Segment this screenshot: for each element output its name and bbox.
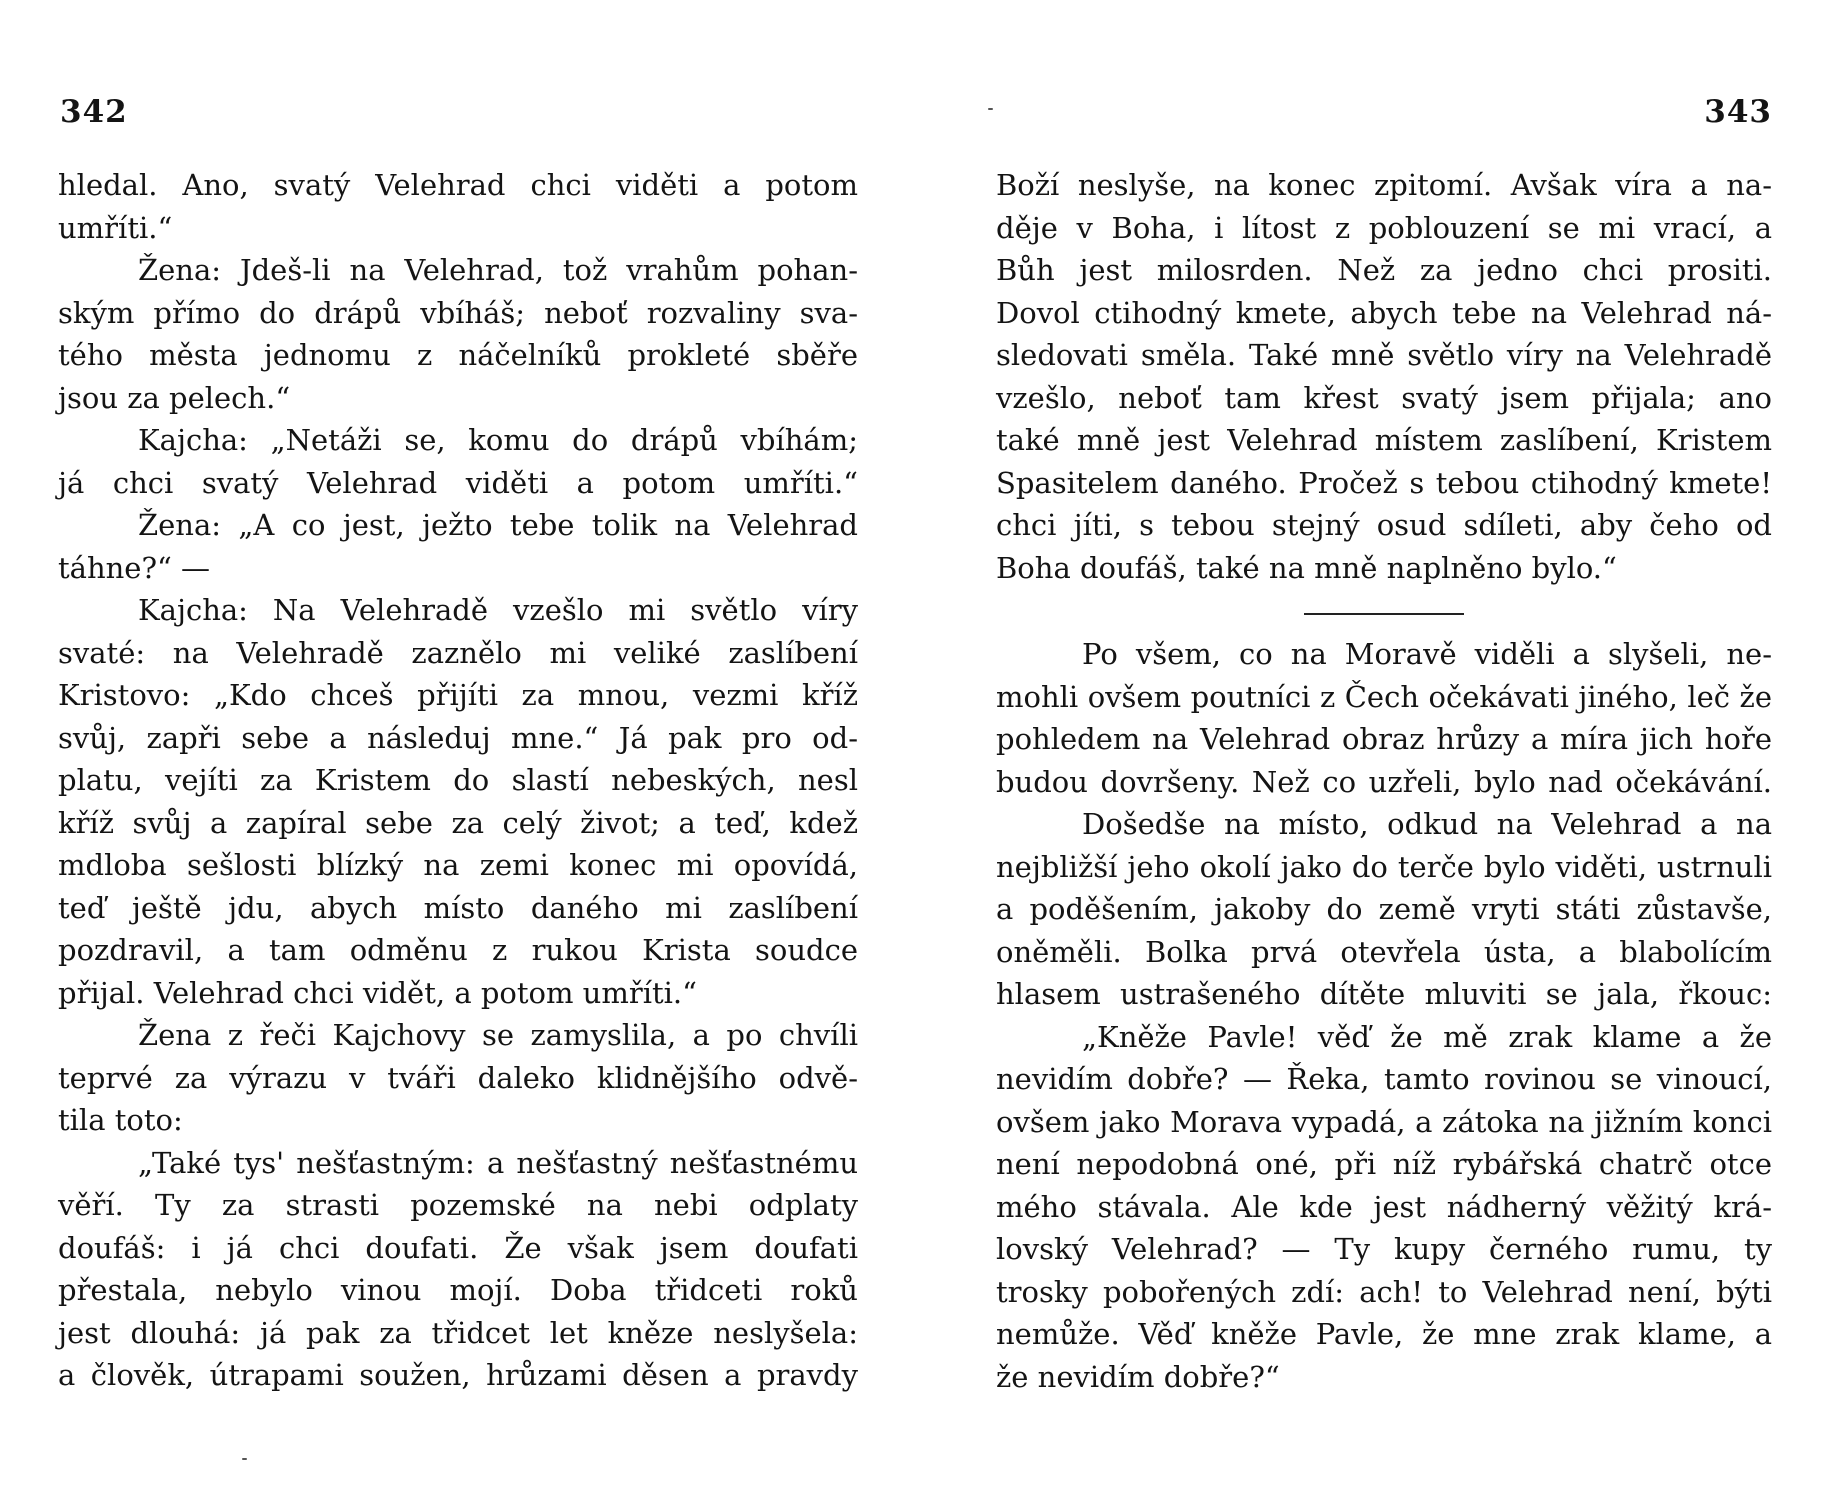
text-line: Boží neslyše, na konec zpitomí. Avšak víra a na- [996, 168, 1772, 202]
text-line: teď ještě jdu, abych místo daného mi zaslíbení [58, 890, 858, 925]
text-line: Došedše na místo, odkud na Velehrad a na [1082, 807, 1772, 841]
text-line: Dovol ctihodný kmete, abych tebe na Velehrad ná- [996, 295, 1772, 330]
right-page-text [996, 164, 1772, 1398]
text-line: Kajcha: Na Velehradě vzešlo mi světlo víry [138, 593, 858, 627]
left-page-text [58, 164, 858, 1397]
text-line: chci jíti, s tebou stejný osud sdíleti, aby čeho od [996, 508, 1772, 542]
text-line: Kajcha: „Netáži se, komu do drápů vbíhám; [138, 423, 858, 457]
text-line: trosky pobořených zdí: ach! to Velehrad není, býti [996, 1274, 1772, 1309]
text-line: tého města jednomu z náčelníků prokleté sběře [58, 338, 858, 372]
text-line: Žena z řeči Kajchovy se zamyslila, a po chvíli [138, 1018, 858, 1052]
text-line: pohledem na Velehrad obraz hrůzy a míra jich hoře [996, 722, 1772, 756]
text-line: svaté: na Velehradě zaznělo mi veliké zaslíbení [58, 635, 858, 670]
text-line: hledal. Ano, svatý Velehrad chci viděti a potom [58, 168, 858, 202]
text-line: věří. Ty za strasti pozemské na nebi odplaty [58, 1188, 858, 1222]
text-line: táhne?“ — [58, 550, 211, 585]
text-line: není nepodobná oné, při níž rybářská chatrč otce [996, 1147, 1772, 1181]
print-speck [988, 108, 993, 110]
text-line: kříž svůj a zapíral sebe za celý život; a teď, kdež [58, 805, 858, 840]
text-line: já chci svatý Velehrad viděti a potom umříti.“ [58, 465, 858, 500]
text-line: že nevidím dobře?“ [996, 1359, 1280, 1394]
text-line: nemůže. Věď kněže Pavle, že mne zrak klame, a [996, 1317, 1772, 1351]
text-line: a člověk, útrapami soužen, hrůzami děsen a pravdy [58, 1358, 858, 1392]
text-line: jsou za pelech.“ [58, 380, 291, 415]
text-line: děje v Boha, i lítost z poblouzení se mi vrací, a [996, 210, 1772, 245]
text-line: doufáš: i já chci doufati. Že však jsem doufati [58, 1230, 858, 1265]
text-line: „Kněže Pavle! věď že mě zrak klame a že [1082, 1019, 1772, 1054]
text-line: mdloba sešlosti blízký na zemi konec mi opovídá, [58, 848, 858, 882]
right-page-number: 343 [1704, 94, 1772, 130]
text-line: sledovati směla. Také mně světlo víry na Velehradě [996, 338, 1772, 372]
text-line: Bůh jest milosrden. Než za jedno chci prositi. [996, 253, 1772, 287]
text-line: oněměli. Bolka prvá otevřela ústa, a blabolícím [996, 934, 1772, 969]
text-line: mého stávala. Ale kde jest nádherný věžitý krá- [996, 1189, 1772, 1224]
text-line: přijal. Velehrad chci vidět, a potom umříti.“ [58, 975, 697, 1010]
text-line: lovský Velehrad? — Ty kupy černého rumu, ty [996, 1232, 1772, 1266]
left-page [58, 0, 858, 1500]
text-line: pozdravil, a tam odměnu z rukou Krista soudce [58, 933, 858, 967]
text-line: teprvé za výrazu v tváři daleko klidnějšího odvě- [58, 1060, 858, 1095]
text-line: budou dovršeny. Než co uzřeli, bylo nad očekávání. [996, 764, 1772, 799]
text-line: nejbližší jeho okolí jako do terče bylo viděti, ustrnuli [996, 849, 1772, 884]
text-line: Boha doufáš, také na mně naplněno bylo.“ [996, 550, 1617, 585]
text-line: svůj, zapři sebe a následuj mne.“ Já pak pro od- [58, 720, 858, 755]
text-line: Žena: Jdeš-li na Velehrad, tož vrahům pohan- [138, 253, 858, 287]
section-divider [1304, 613, 1464, 615]
text-line: hlasem ustrašeného dítěte mluviti se jala, řkouc: [996, 977, 1772, 1011]
text-line: umříti.“ [58, 210, 173, 245]
text-line: platu, vejíti za Kristem do slastí nebeských, nesl [58, 763, 858, 797]
text-line: Kristovo: „Kdo chceš přijíti za mnou, vezmi kříž [58, 678, 858, 712]
text-line: také mně jest Velehrad místem zaslíbení, Kristem [996, 423, 1772, 457]
right-page [996, 0, 1772, 1500]
left-page-number: 342 [60, 94, 128, 130]
text-line: nevidím dobře? — Řeka, tamto rovinou se vinoucí, [996, 1062, 1772, 1096]
text-line: Spasitelem daného. Pročež s tebou ctihodný kmete! [996, 465, 1772, 500]
text-line: Žena: „A co jest, ježto tebe tolik na Velehrad [138, 508, 858, 542]
text-line: ským přímo do drápů vbíháš; neboť rozvaliny sva- [58, 295, 858, 330]
print-speck [242, 1458, 247, 1460]
text-line: tila toto: [58, 1103, 183, 1137]
text-line: vzešlo, neboť tam křest svatý jsem přijala; ano [996, 380, 1772, 415]
text-line: Po všem, co na Moravě viděli a slyšeli, ne- [1082, 637, 1772, 671]
text-line: jest dlouhá: já pak za třidcet let kněze neslyšela: [58, 1315, 858, 1350]
text-line: a poděšením, jakoby do země vryti státi zůstavše, [996, 892, 1772, 926]
text-line: mohli ovšem poutníci z Čech očekávati jiného, leč že [996, 679, 1772, 714]
text-line: „Také tys' nešťastným: a nešťastný nešťastnému [138, 1145, 858, 1180]
text-line: přestala, nebylo vinou mojí. Doba třidceti roků [58, 1273, 858, 1307]
text-line: ovšem jako Morava vypadá, a zátoka na jižním konci [996, 1104, 1772, 1139]
